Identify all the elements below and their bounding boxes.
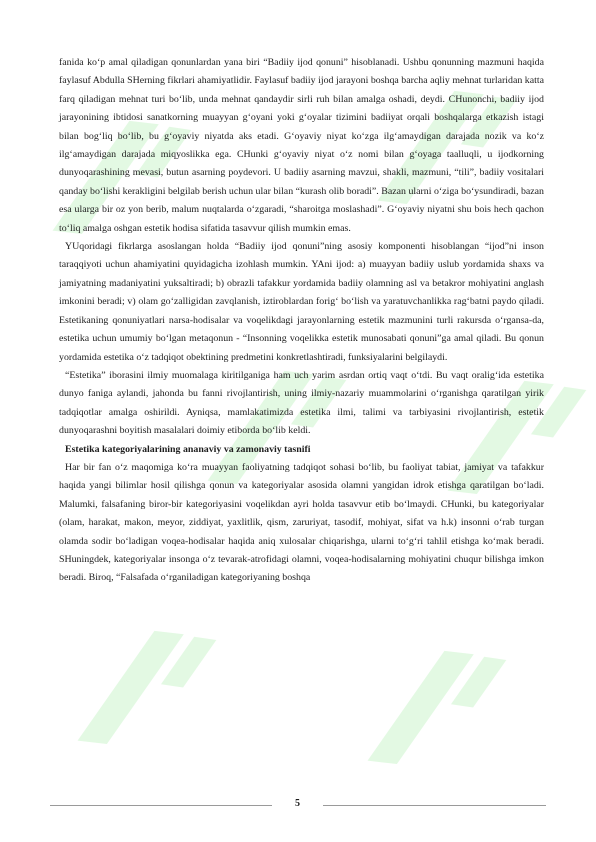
body-text xyxy=(59,54,544,588)
paragraph: YUqoridagi fikrlarga asoslangan holda “Badiiy ijod qonuni”ning asosiy komponenti hisoblangan “ijod”ni inson taraqqiyoti uchun ahamiyatini quyidagicha izohlash mumkin. YAni ijod: a) muayyan badiiy uslub yordamida shaxs va jamiyatning madaniyatini yuksaltiradi; b) obrazli tafakkur yordamida badiiy olamning asl va betakror mohiyatini anglash imkonini beradi; v) olam go‘zalligidan zavqlanish, iztiroblardan forig‘ bo‘lish va yaratuvchanlikka rag‘batni paydo qiladi. Estetikaning qonuniyatlari narsa-hodisalar va voqelikdagi jarayonlarning estetik mazmunini turli rakursda o‘rgansa-da, estetika uchun umumiy bo‘lgan metaqonun - “Insonning voqelikka estetik munosabati qonuni”ga amal qiladi. Bu qonun yordamida estetika o‘z tadqiqot obektining predmetini konkretlashtiradi, funksiyalarini belgilaydi. xyxy=(59,241,544,363)
section-heading: Estetika kategoriyalarining ananaviy va zamonaviy tasnifi xyxy=(65,443,311,455)
page-number: 5 xyxy=(295,798,300,809)
watermark-mark xyxy=(78,608,217,773)
watermark-mark xyxy=(368,628,507,793)
footer-divider-left xyxy=(50,805,272,806)
paragraph: “Estetika” iborasini ilmiy muomalaga kiritilganiga ham uch yarim asrdan ortiq vaqt o‘tdi. Bu vaqt oralig‘ida estetika dunyo faniga aylandi, jahonda bu fanni rivojlantirish, uning ilmiy-nazariy muammolarini o‘rganishga qaratilgan yirik tadqiqotlar amalga oshirildi. Ayniqsa, mamlakatimizda estetika ilmi, talimi va tarbiyasini rivojlantirish, estetik dunyoqarashni boyitish masalalari doimiy etiborda bo‘lib keldi. xyxy=(59,369,544,437)
paragraph: fanida ko‘p amal qiladigan qonunlardan yana biri “Badiiy ijod qonuni” hisoblanadi. Ushbu qonunning mazmuni haqida faylasuf Abdulla SHerning fikrlari ahamiyatlidir. Faylasuf badiiy ijod jarayoni boshqa barcha aqliy mehnat turlaridan katta farq qiladigan mehnat turi bo‘lib, unda mehnat qandaydir sirli ruh bilan amalga oshadi, deydi. CHunonchi, badiiy ijod jarayonining ibtidosi sanatkorning muayyan g‘oyani yoki g‘oyalar tizimini badiiyat orqali boshqalarga etkazish istagi bilan bog‘liq bo‘lib, bu g‘oyaviy niyatda aks etadi. G‘oyaviy niyat ko‘zga ilg‘amaydigan darajada nozik va ko‘z ilg‘amaydigan darajada miqyoslikka ega. CHunki g‘oyaviy niyat o‘z nomi bilan g‘oyaga taalluqli, u ijodkorning dunyoqarashining mevasi, butun asarning poydevori. U badiiy asarning mavzui, shakli, mazmuni, “tili”, badiiy vositalari qanday bo‘lishi kerakligini belgilab berish uchun ular bilan “kurash olib boradi”. Bazan ularni o‘ziga bo‘ysundiradi, bazan esa ularga bir oz yon berib, malum nuqtalarda o‘zgaradi, “sharoitga moslashadi”. G‘oyaviy niyatni shu bois hech qachon to‘liq amalga oshgan estetik hodisa sifatida tasavvur qilish mumkin emas. xyxy=(59,57,544,234)
paragraph: Har bir fan o‘z maqomiga ko‘ra muayyan faoliyatning tadqiqot sohasi bo‘lib, bu faoliyat tabiat, jamiyat va tafakkur haqida yangi bilimlar hosil qilishga qonun va kategoriyalar asosida olamni yangidan idrok etishga qaratilgan bo‘ladi. Malumki, falsafaning biror-bir kategoriyasini voqelikdan ayri holda tasavvur etib bo‘lmaydi. CHunki, bu kategoriyalar (olam, harakat, makon, meyor, ziddiyat, yaxlitlik, qism, zaruriyat, tasodif, mohiyat, sifat va h.k) insonni o‘rab turgan olamda sodir bo‘ladigan voqea-hodisalar haqida aniq xulosalar chiqarishga, ularni to‘g‘ri tahlil etishga ko‘mak beradi. SHuningdek, kategoriyalar insonga o‘z tevarak-atrofidagi olamni, voqea-hodisalarning mohiyatini chuqur bilishga imkon beradi. Biroq, “Falsafada o‘rganiladigan kategoriyaning boshqa xyxy=(59,461,544,584)
footer-divider-right xyxy=(323,805,546,806)
